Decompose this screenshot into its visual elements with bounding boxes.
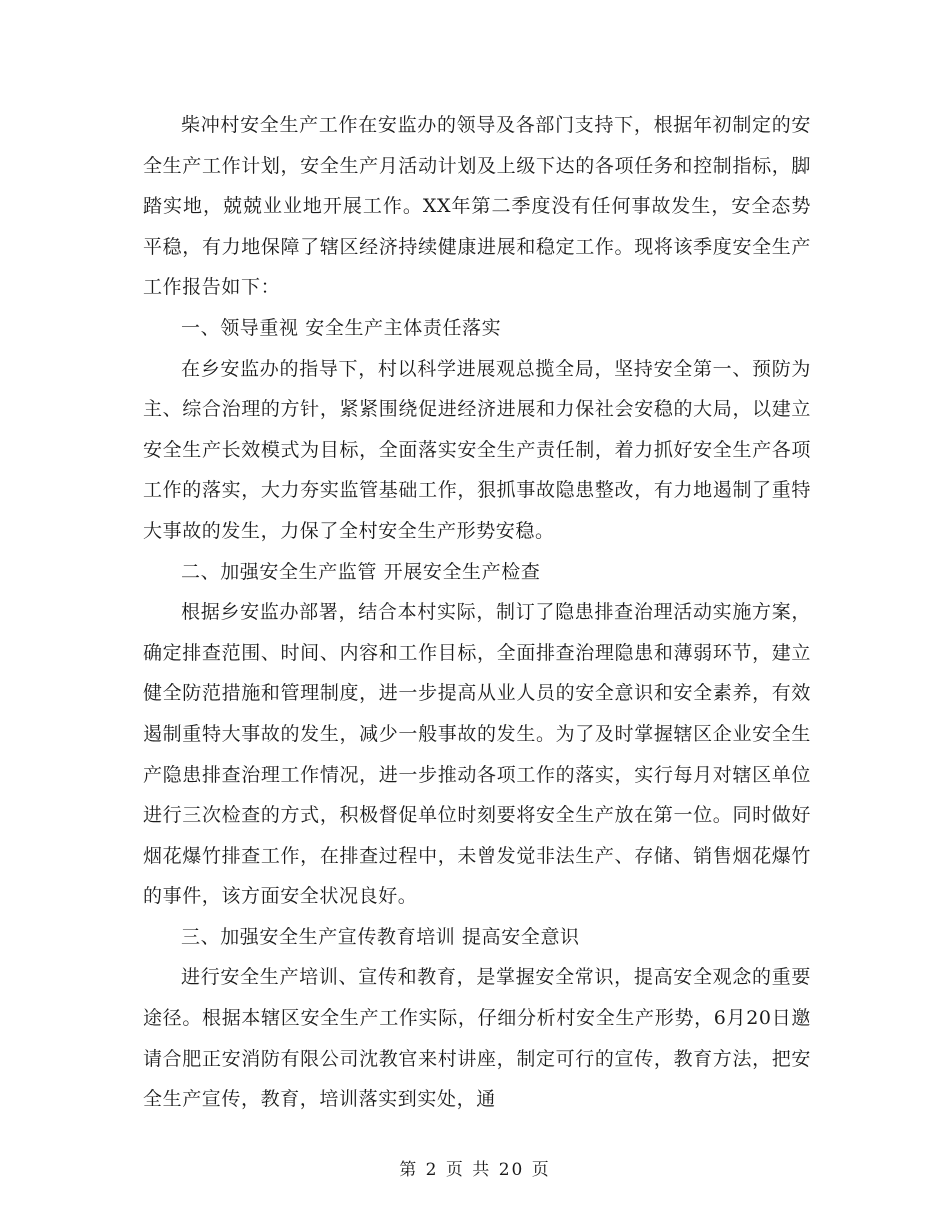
section-2-paragraph: 根据乡安监办部署，结合本村实际，制订了隐患排查治理活动实施方案，确定排查范围、时间、内容和工作目标，全面排查治理隐患和薄弱环节，建立健全防范措施和管理制度，进一步提高从业人员的安全意识和安全素养，有效遏制重特大事故的发生，减少一般事故的发生。为了及时掌握辖区企业安全生产隐患排查治理工作情况，进一步推动各项工作的落实，实行每月对辖区单位进行三次检查的方式，积极督促单位时刻要将安全生产放在第一位。同时做好烟花爆竹排查工作，在排查过程中，未曾发觉非法生产、存储、销售烟花爆竹的事件，该方面安全状况良好。 bbox=[143, 601, 811, 908]
intro-paragraph: 柴冲村安全生产工作在安监办的领导及各部门支持下，根据年初制定的安全生产工作计划，安全生产月活动计划及上级下达的各项任务和控制指标，脚踏实地，兢兢业业地开展工作。XX年第二季度没有任何事故发生，安全态势平稳，有力地保障了辖区经济持续健康进展和稳定工作。现将该季度安全生产工作报告如下： bbox=[143, 114, 811, 299]
document-body bbox=[143, 105, 811, 1120]
section-heading-2: 二、加强安全生产监管 开展安全生产检查 bbox=[181, 560, 541, 583]
section-heading-3: 三、加强安全生产宣传教育培训 提高安全意识 bbox=[181, 925, 580, 948]
section-3-paragraph: 进行安全生产培训、宣传和教育，是掌握安全常识，提高安全观念的重要途径。根据本辖区安全生产工作实际，仔细分析村安全生产形势，6月20日邀请合肥正安消防有限公司沈教官来村讲座，制定可行的宣传，教育方法，把安全生产宣传，教育，培训落实到实处，通 bbox=[143, 966, 811, 1111]
page-number-footer: 第 2 页 共 20 页 bbox=[399, 1160, 551, 1180]
section-1-paragraph: 在乡安监办的指导下，村以科学进展观总揽全局，坚持安全第一、预防为主、综合治理的方针，紧紧围绕促进经济进展和力保社会安稳的大局，以建立安全生产长效模式为目标，全面落实安全生产责任制，着力抓好安全生产各项工作的落实，大力夯实监管基础工作，狠抓事故隐患整改，有力地遏制了重特大事故的发生，力保了全村安全生产形势安稳。 bbox=[143, 357, 811, 542]
section-heading-1: 一、领导重视 安全生产主体责任落实 bbox=[181, 316, 502, 339]
